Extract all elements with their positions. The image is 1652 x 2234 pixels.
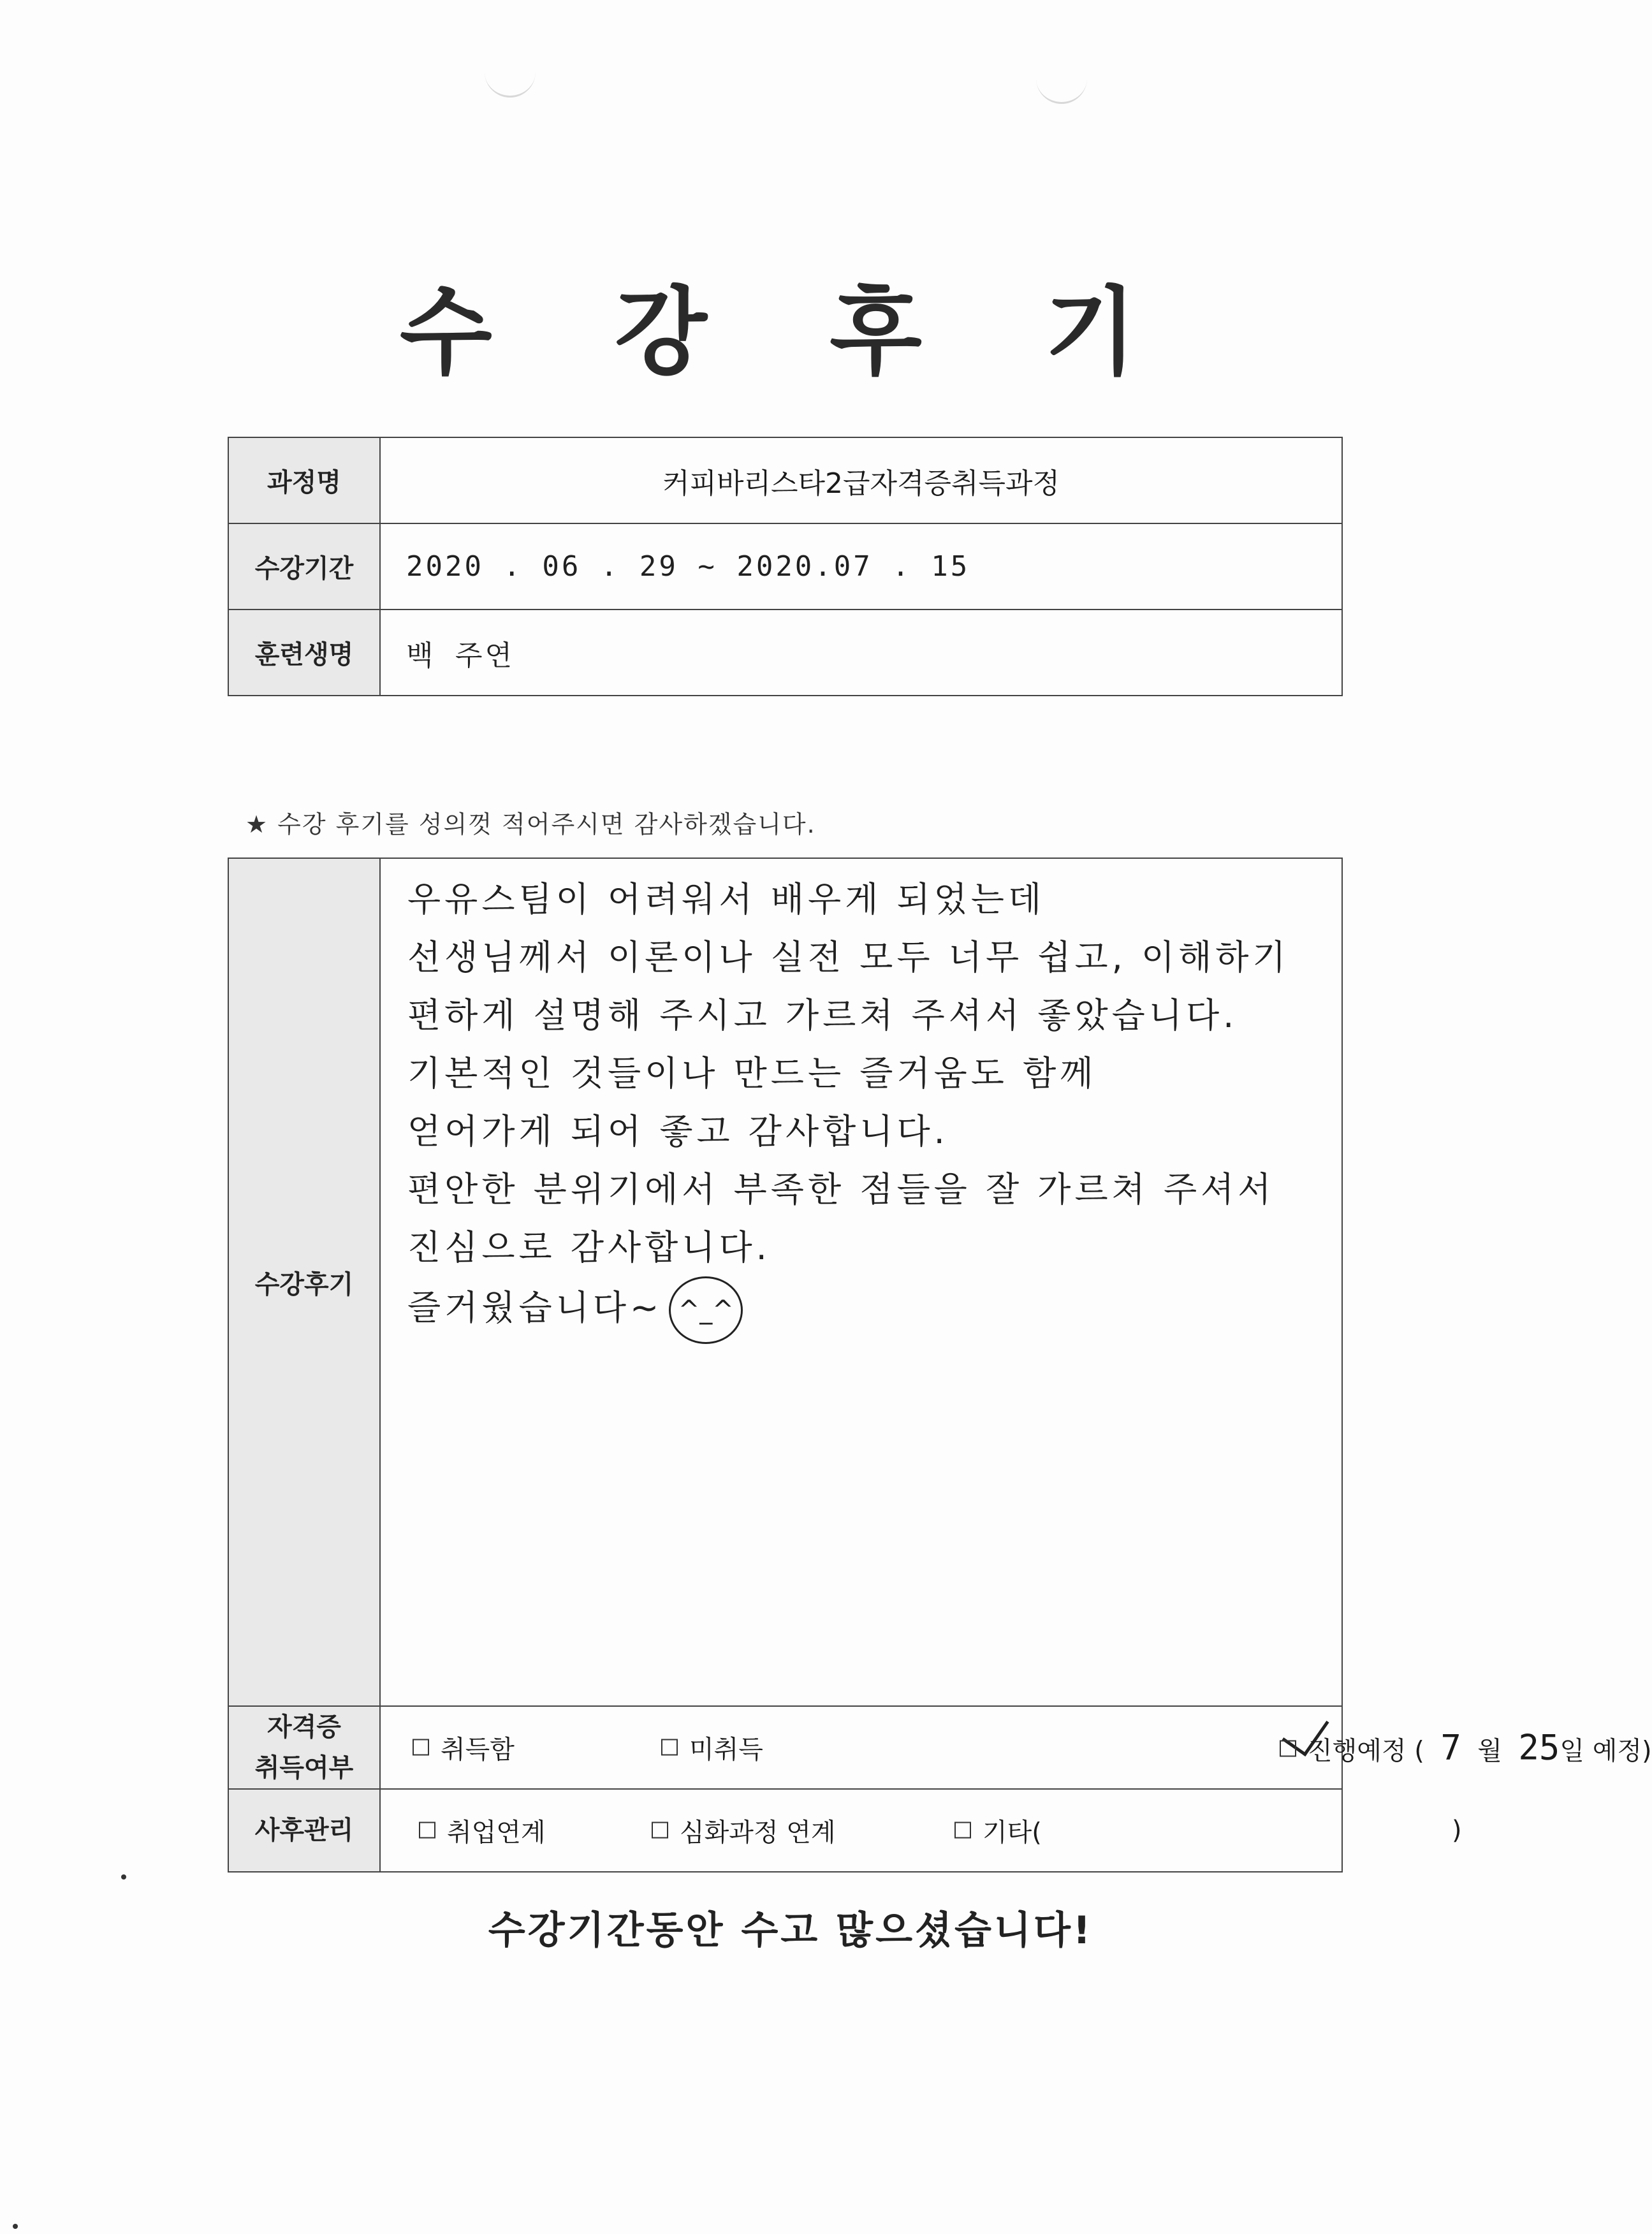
page-title: 수 강 후 기	[399, 277, 1182, 388]
course-label: 과정명	[228, 437, 380, 523]
review-line: 진심으로 감사합니다.	[407, 1227, 771, 1267]
checkbox-icon[interactable]	[661, 1739, 678, 1756]
option-in-progress-label: 진행예정 (	[1308, 1736, 1424, 1766]
followup-row	[228, 1789, 1342, 1872]
followup-label: 사후관리	[228, 1789, 380, 1872]
option-not-acquired[interactable]	[661, 1730, 763, 1766]
followup-options	[380, 1789, 1462, 1872]
footer-message: 수강기간동안 수고 많으셨습니다!	[488, 1908, 1093, 1953]
trainee-row	[228, 610, 1342, 696]
review-table	[228, 858, 1652, 1873]
course-row	[228, 437, 1342, 523]
option-other-label: 기타(	[983, 1818, 1042, 1848]
checkbox-icon[interactable]	[954, 1822, 971, 1839]
option-advanced-label: 심화과정 연계	[680, 1818, 836, 1848]
checkbox-icon[interactable]	[1280, 1741, 1296, 1757]
option-acquired-label: 취득함	[441, 1735, 515, 1765]
punch-hole-right	[1036, 77, 1087, 104]
punch-hole-left	[485, 70, 536, 98]
review-label: 수강후기	[228, 858, 380, 1706]
review-line: 편안한 분위기에서 부족한 점들을 잘 가르쳐 주셔서	[407, 1169, 1275, 1209]
scan-speck	[121, 1874, 126, 1880]
option-other-close: )	[1452, 1816, 1462, 1845]
review-line: 기본적인 것들이나 만드는 즐거움도 함께	[407, 1053, 1097, 1093]
info-table	[228, 437, 1343, 696]
option-job[interactable]	[419, 1813, 546, 1849]
checkbox-icon[interactable]	[413, 1739, 429, 1756]
option-not-acquired-label: 미취득	[689, 1735, 763, 1765]
review-line: 우유스팀이 어려워서 배우게 되었는데	[407, 879, 1046, 919]
smiley-drawing: ^_^	[669, 1276, 743, 1344]
option-advanced[interactable]	[652, 1813, 836, 1849]
period-label: 수강기간	[228, 523, 380, 610]
checkbox-icon[interactable]	[652, 1822, 668, 1839]
scan-speck	[13, 2224, 18, 2229]
review-line: 얻어가게 되어 좋고 감사합니다.	[407, 1111, 949, 1151]
month-unit: 월	[1477, 1736, 1502, 1766]
instruction-text: ★ 수강 후기를 성의껏 적어주시면 감사하겠습니다.	[245, 810, 816, 838]
review-text-area	[380, 858, 1342, 1706]
expected-day: 25	[1518, 1727, 1560, 1768]
option-acquired[interactable]	[413, 1730, 515, 1766]
option-in-progress[interactable]	[1280, 1728, 1652, 1768]
period-row	[228, 523, 1342, 610]
day-unit: 일 예정)	[1560, 1736, 1652, 1766]
certification-options	[380, 1706, 1652, 1789]
review-line: 즐거웠습니다~	[407, 1287, 663, 1328]
option-job-label: 취업연계	[447, 1818, 546, 1848]
expected-month: 7	[1440, 1727, 1461, 1768]
review-line: 편하게 설명해 주시고 가르쳐 주셔서 좋았습니다.	[407, 995, 1238, 1035]
trainee-value: 백 주연	[380, 610, 1342, 696]
certification-label-line1: 자격증	[267, 1712, 341, 1742]
certification-label	[228, 1706, 380, 1789]
checkbox-icon[interactable]	[419, 1822, 435, 1839]
certification-label-line2: 취득여부	[254, 1753, 354, 1783]
trainee-label: 훈련생명	[228, 610, 380, 696]
review-line-last	[407, 1276, 1341, 1344]
certification-row	[228, 1706, 1342, 1789]
review-row	[228, 858, 1342, 1706]
option-other[interactable]	[954, 1813, 1042, 1849]
course-value: 커피바리스타2급자격증취득과정	[380, 437, 1342, 523]
review-line: 선생님께서 이론이나 실전 모두 너무 쉽고, 이해하기	[407, 937, 1290, 977]
period-value: 2020 . 06 . 29 ~ 2020.07 . 15	[380, 523, 1342, 610]
